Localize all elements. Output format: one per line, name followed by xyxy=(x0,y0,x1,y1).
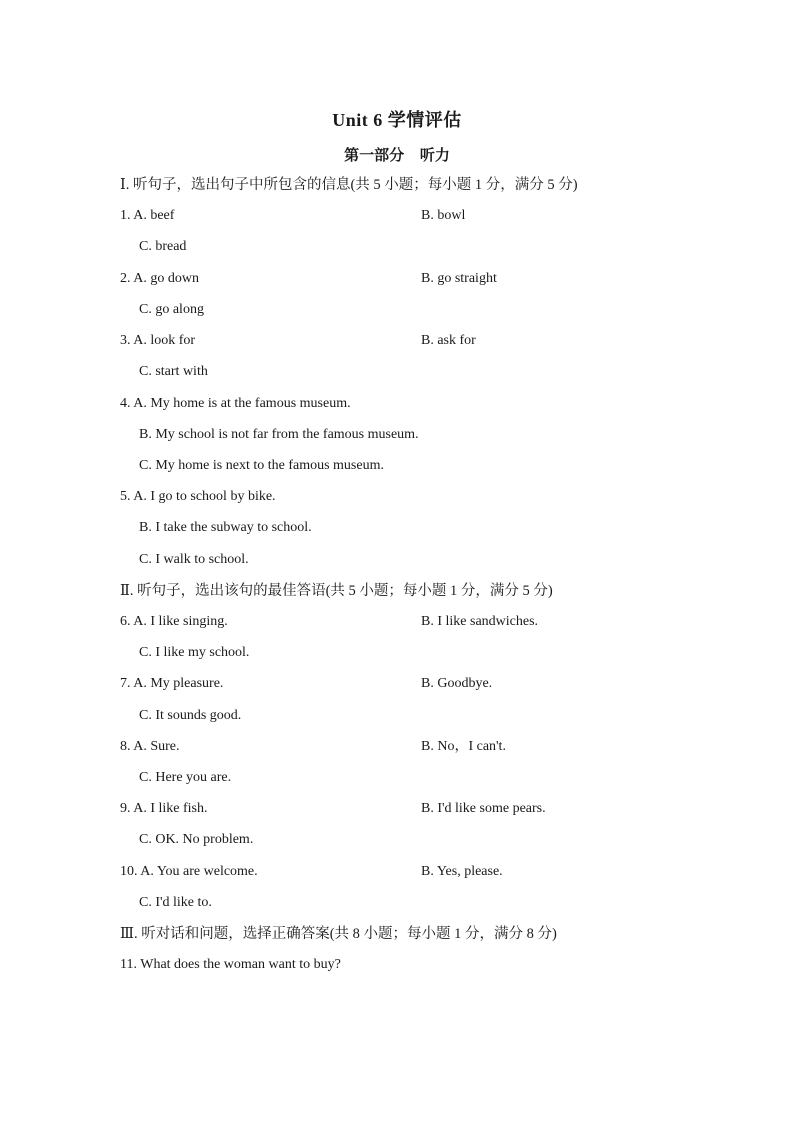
question-10-option-b: B. Yes, please. xyxy=(421,864,503,879)
question-5-option-b: B. I take the subway to school. xyxy=(139,520,312,535)
section-heading-2: Ⅱ. 听句子，选出该句的最佳答语(共 5 小题；每小题 1 分，满分 5 分) xyxy=(120,583,553,599)
question-9-option-a: 9. A. I like fish. xyxy=(120,801,208,816)
question-7-option-c: C. It sounds good. xyxy=(139,708,242,723)
question-8-option-a: 8. A. Sure. xyxy=(120,739,180,754)
question-3-option-b: B. ask for xyxy=(421,333,476,348)
question-11-stem: 11. What does the woman want to buy? xyxy=(120,957,341,972)
part-heading: 第一部分 听力 xyxy=(344,148,450,164)
question-3-option-a: 3. A. look for xyxy=(120,333,196,348)
question-3-option-c: C. start with xyxy=(139,364,208,379)
question-4-option-c: C. My home is next to the famous museum. xyxy=(139,458,384,473)
question-6-option-a: 6. A. I like singing. xyxy=(120,614,228,629)
question-4-option-a: 4. A. My home is at the famous museum. xyxy=(120,396,351,411)
question-2-option-a: 2. A. go down xyxy=(120,271,199,286)
question-8-option-b: B. No，I can't. xyxy=(421,739,506,754)
page-title: Unit 6 学情评估 xyxy=(332,110,462,130)
question-5-option-c: C. I walk to school. xyxy=(139,552,249,567)
question-7-option-b: B. Goodbye. xyxy=(421,676,493,691)
question-10-option-a: 10. A. You are welcome. xyxy=(120,864,258,879)
question-2-option-c: C. go along xyxy=(139,302,204,317)
question-5-option-a: 5. A. I go to school by bike. xyxy=(120,489,276,504)
question-1-option-b: B. bowl xyxy=(421,208,466,223)
question-7-option-a: 7. A. My pleasure. xyxy=(120,676,224,691)
section-heading-3: Ⅲ. 听对话和问题，选择正确答案(共 8 小题；每小题 1 分，满分 8 分) xyxy=(120,926,557,942)
section-heading-1: Ⅰ. 听句子，选出句子中所包含的信息(共 5 小题；每小题 1 分，满分 5 分) xyxy=(120,177,578,193)
question-2-option-b: B. go straight xyxy=(421,271,497,286)
question-9-option-c: C. OK. No problem. xyxy=(139,832,254,847)
question-1-option-a: 1. A. beef xyxy=(120,208,175,223)
question-8-option-c: C. Here you are. xyxy=(139,770,232,785)
question-9-option-b: B. I'd like some pears. xyxy=(421,801,546,816)
question-10-option-c: C. I'd like to. xyxy=(139,895,212,910)
question-6-option-c: C. I like my school. xyxy=(139,645,250,660)
question-4-option-b: B. My school is not far from the famous museum. xyxy=(139,427,419,442)
question-6-option-b: B. I like sandwiches. xyxy=(421,614,539,629)
question-1-option-c: C. bread xyxy=(139,239,187,254)
